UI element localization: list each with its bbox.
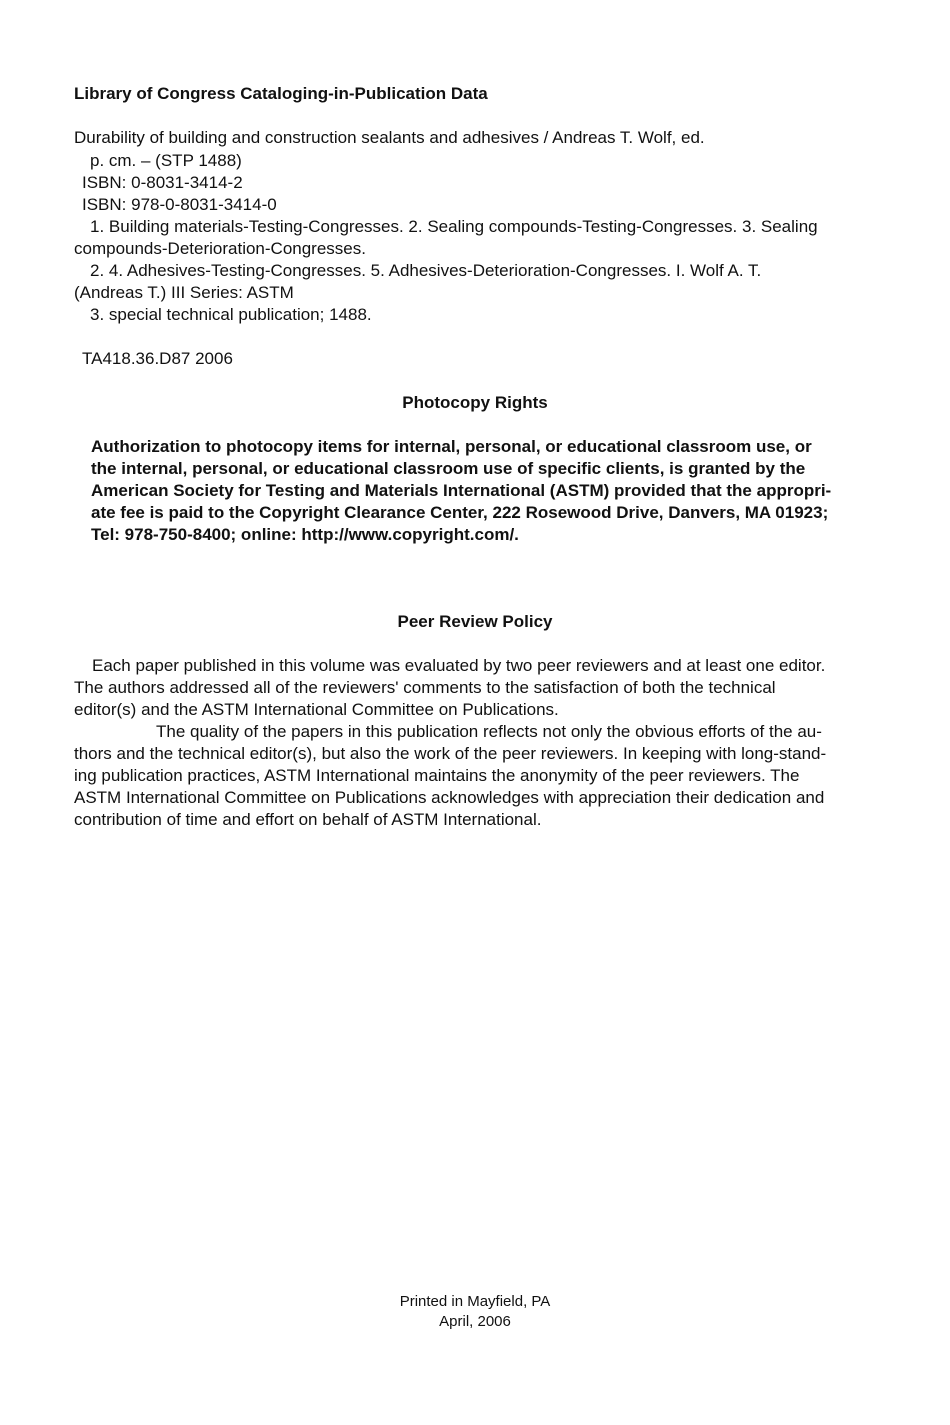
photocopy-line: ate fee is paid to the Copyright Clearance Center, 222 Rosewood Drive, Danvers, MA 01923;	[91, 503, 829, 522]
peer-review-line: The quality of the papers in this publication reflects not only the obvious efforts of the au-	[156, 722, 822, 741]
photocopy-line: Tel: 978-750-8400; online: http://www.copyright.com/.	[91, 525, 519, 544]
cip-heading: Library of Congress Cataloging-in-Publication Data	[74, 84, 488, 103]
cip-line: 1. Building materials-Testing-Congresses. 2. Sealing compounds-Testing-Congresses. 3. Sealing	[90, 217, 818, 236]
peer-review-line: Each paper published in this volume was evaluated by two peer reviewers and at least one editor.	[92, 656, 826, 675]
cip-call-number: TA418.36.D87 2006	[82, 349, 233, 368]
cip-line: ISBN: 0-8031-3414-2	[82, 173, 243, 192]
cip-line: (Andreas T.) III Series: ASTM	[74, 283, 294, 302]
photocopy-heading: Photocopy Rights	[402, 393, 548, 412]
cip-line: p. cm. – (STP 1488)	[90, 151, 242, 170]
peer-review-line: ing publication practices, ASTM International maintains the anonymity of the peer reviewers. The	[74, 766, 800, 785]
photocopy-line: American Society for Testing and Materials International (ASTM) provided that the appropri-	[91, 481, 832, 500]
cip-line: compounds-Deterioration-Congresses.	[74, 239, 366, 258]
peer-review-heading: Peer Review Policy	[397, 612, 553, 631]
cip-line: ISBN: 978-0-8031-3414-0	[82, 195, 277, 214]
cip-line: 2. 4. Adhesives-Testing-Congresses. 5. Adhesives-Deterioration-Congresses. I. Wolf A. T.	[90, 261, 762, 280]
cip-line: Durability of building and construction sealants and adhesives / Andreas T. Wolf, ed.	[74, 128, 705, 147]
printed-location: Printed in Mayfield, PA	[399, 1293, 551, 1310]
peer-review-line: ASTM International Committee on Publications acknowledges with appreciation their dedication and	[74, 788, 825, 807]
photocopy-line: the internal, personal, or educational classroom use of specific clients, is granted by the	[91, 459, 806, 478]
peer-review-line: contribution of time and effort on behalf of ASTM International.	[74, 810, 542, 829]
printed-date: April, 2006	[439, 1313, 511, 1330]
peer-review-line: thors and the technical editor(s), but also the work of the peer reviewers. In keeping with long-stand-	[74, 744, 827, 763]
peer-review-line: The authors addressed all of the reviewers' comments to the satisfaction of both the technical	[74, 678, 776, 697]
cip-line: 3. special technical publication; 1488.	[90, 305, 372, 324]
photocopy-line: Authorization to photocopy items for internal, personal, or educational classroom use, or	[91, 437, 812, 456]
peer-review-line: editor(s) and the ASTM International Committee on Publications.	[74, 700, 559, 719]
